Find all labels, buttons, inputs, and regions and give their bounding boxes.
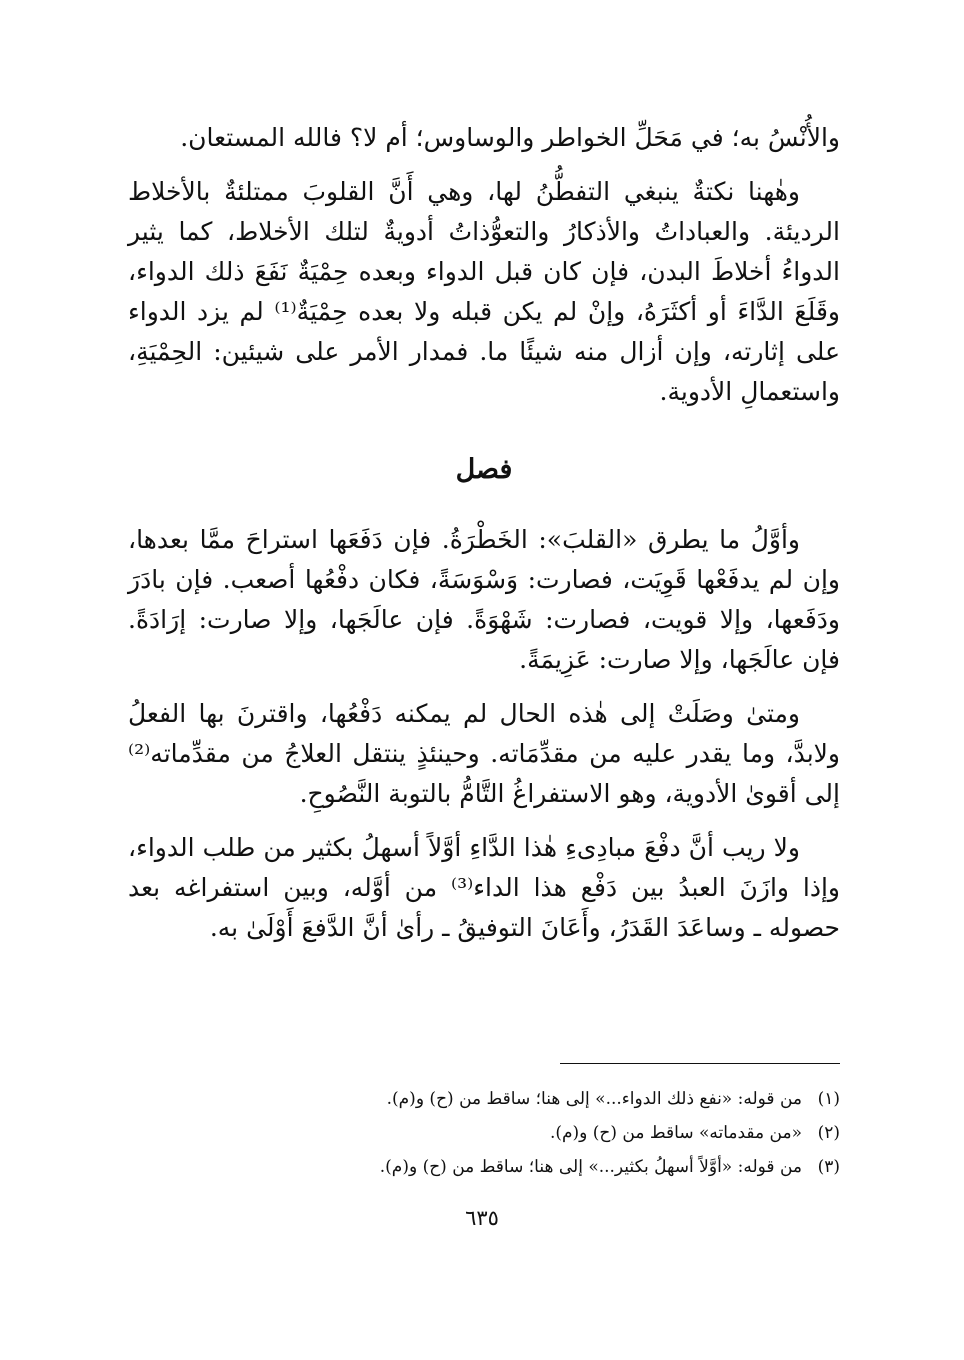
footnote-divider [560,1063,840,1064]
footnotes [128,1082,840,1184]
section-heading: فصل [455,454,513,485]
footnote-text: من قوله: «أوَّلاً أسهلُ بكثير...» إلى هنا؛ ساقط من (ح) و(م). [379,1157,802,1177]
paragraph: والأُنْسُ به؛ في مَحَلِّ الخواطر والوساوس؛ أم لا؟ فالله المستعان. [180,123,840,152]
footnote-text: من قوله: «نفع ذلك الدواء...» إلى هنا؛ ساقط من (ح) و(م). [386,1089,802,1109]
main-text [128,118,840,948]
paragraph: وهٰهنا نكتةٌ ينبغي التفطُّنُ لها، وهي أَنَّ القلوبَ ممتلئةٌ بالأخلاط الرديئة. والعباداتُ والأذكارُ والتعوُّذاتُ أدويةٌ لتلك الأخلاط، كما يثير الدواءُ أخلاطَ البدن، فإن كان قبل الدواء وبعده حِمْيَةٌ نَفَعَ ذلك الدواء، وقَلَعَ الدَّاءَ أو أكثَرَهُ، وإنْ لم يكن قبله ولا بعده حِمْيَةٌ⁽¹⁾ لم يزد الدواء على إثارته، وإن أزال منه شيئًا ما. فمدار الأمر على شيئين: الحِمْيَةِ، واستعمالِ الأدوية. [128,177,840,406]
footnote [128,1150,840,1184]
footnote-number: (١) [817,1089,840,1109]
footnote-number: (٢) [817,1123,840,1143]
paragraph: ومتىٰ وصَلَتْ إلى هٰذه الحال لم يمكنه دَفْعُها، واقترنَ بها الفعلُ ولابدَّ، وما يقدر عليه من مقدِّمَاته. وحينئذٍ ينتقل العلاجُ من مقدِّماته⁽²⁾ إلى أقوىٰ الأدوية، وهو الاستفراغُ التَّامُّ بالتوبة النَّصُوحِ. [128,699,840,808]
footnote-text: «من مقدماته» ساقط من (ح) و(م). [549,1123,802,1143]
page-number: ٦٣٥ [465,1206,499,1230]
paragraph: ولا ريب أنَّ دفْعَ مبادِىءِ هٰذا الدَّاءِ أوَّلاً أسهلُ بكثير من طلب الدواء، وإذا وازَنَ العبدُ بين دَفْع هذا الداء⁽³⁾ من أوَّله، وبين استفراغه بعد حصوله ـ وساعَدَ القَدَرُ، وأَعَانَ التوفيقُ ـ رأىٰ أنَّ الدَّفعَ أَوْلَىٰ به. [128,833,840,942]
footnote [128,1082,840,1116]
paragraph: وأوَّلُ ما يطرق «القلبَ»: الخَطْرَةُ. فإن دَفَعَها استراحَ ممَّا بعدها، وإن لم يدفَعْها قَوِيَت، فصارت: وَسْوَسَةً، فكان دفْعُها أصعب. فإن بادَرَ ودَفَعها، وإلا قويت، فصارت: شَهْوَةً. فإن عالَجَها، وإلا صارت: إرَادَةً. فإن عالَجَها، وإلا صارت: عَزِيمَةً. [128,525,840,674]
footnote-number: (٣) [817,1157,840,1177]
footnote [128,1116,840,1150]
